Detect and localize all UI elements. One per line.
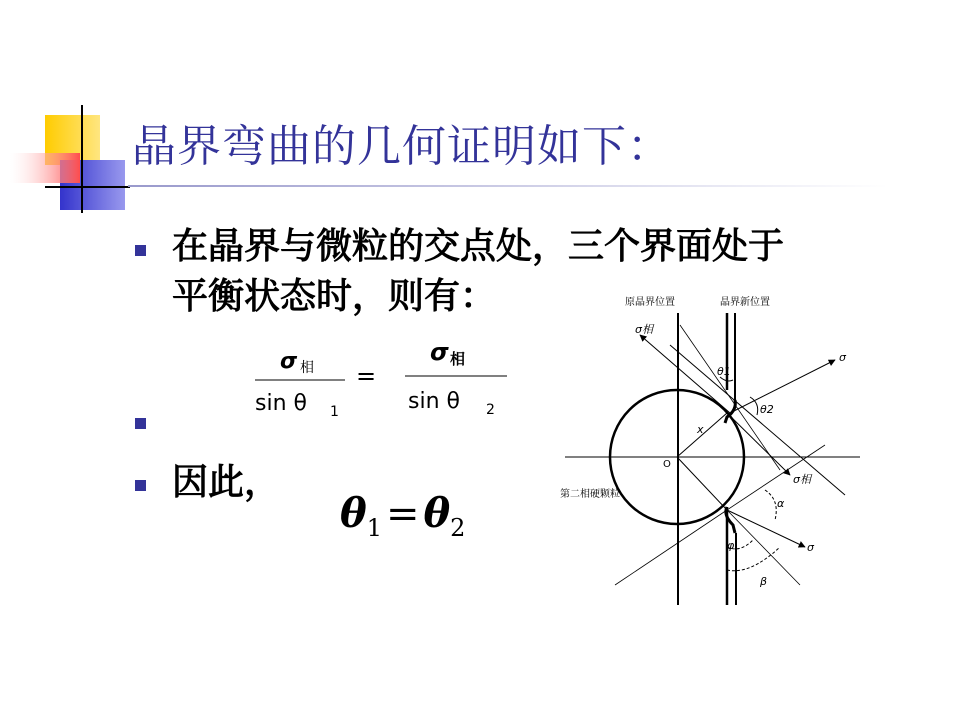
bullet-marker-2 (135, 418, 146, 429)
formula-equals: = (356, 362, 377, 390)
vector-sigma-bottom (727, 510, 805, 547)
label-original-boundary: 原晶界位置 (625, 297, 675, 308)
result-equals: = (385, 491, 420, 537)
grain-boundary-diagram (555, 285, 875, 620)
bullet-text-1-line2: 平衡状态时，则有： (172, 276, 497, 317)
label-theta2: θ2 (760, 403, 774, 416)
label-theta1: θ1 (717, 365, 731, 378)
label-beta: β (760, 575, 768, 588)
label-alpha: α (777, 497, 785, 510)
formula-den-right-sub: 2 (486, 402, 495, 418)
vector-sigma-phase-mid (727, 413, 790, 475)
label-new-boundary: 晶界新位置 (720, 297, 770, 308)
label-sigma-phase-top: σ相 (635, 323, 653, 336)
formula-num-right-sub: 相 (450, 350, 466, 368)
label-origin: O (663, 459, 671, 470)
formula-den-left-sub: 1 (330, 404, 339, 420)
result-formula (340, 490, 465, 542)
formula-den-right: sin θ (408, 389, 460, 414)
bullet-text-3: 因此， (172, 462, 281, 503)
decorative-corner-graphic (0, 95, 140, 215)
slide-title: 晶界弯曲的几何证明如下： (132, 121, 672, 172)
result-rhs: θ (423, 490, 451, 537)
tangent-line-upper-b (680, 325, 780, 470)
line-lower-right (727, 510, 800, 585)
result-rhs-sub: 2 (450, 514, 466, 542)
result-lhs: θ (340, 490, 367, 537)
bullet-marker-3 (135, 480, 146, 491)
label-particle: 第二相硬颗粒 (560, 489, 620, 500)
radius-line-lower (677, 457, 727, 510)
formula-num-right: σ (430, 338, 449, 366)
formula-den-left: sin θ (255, 391, 307, 416)
label-sigma-right: σ (839, 351, 846, 364)
label-sigma-phase-mid: σ相 (793, 473, 811, 486)
formula-num-left: σ (280, 349, 298, 374)
label-phi: φ (727, 539, 735, 552)
angle-alpha-arc (765, 490, 776, 520)
label-x: x (697, 423, 704, 436)
angle-beta-arc (727, 547, 780, 571)
formula-num-left-sub: 相 (300, 360, 314, 376)
label-sigma-bottom: σ (807, 541, 814, 554)
tangent-line-upper (670, 345, 845, 495)
title-underline (128, 185, 888, 187)
bullet-marker-1 (135, 245, 146, 256)
line-lower-diagonal (615, 510, 727, 585)
equilibrium-formula (250, 338, 520, 428)
vector-sigma-right (730, 360, 835, 413)
result-lhs-sub: 1 (366, 514, 382, 542)
bullet-text-1-line1: 在晶界与微粒的交点处，三个界面处于 (172, 226, 785, 267)
